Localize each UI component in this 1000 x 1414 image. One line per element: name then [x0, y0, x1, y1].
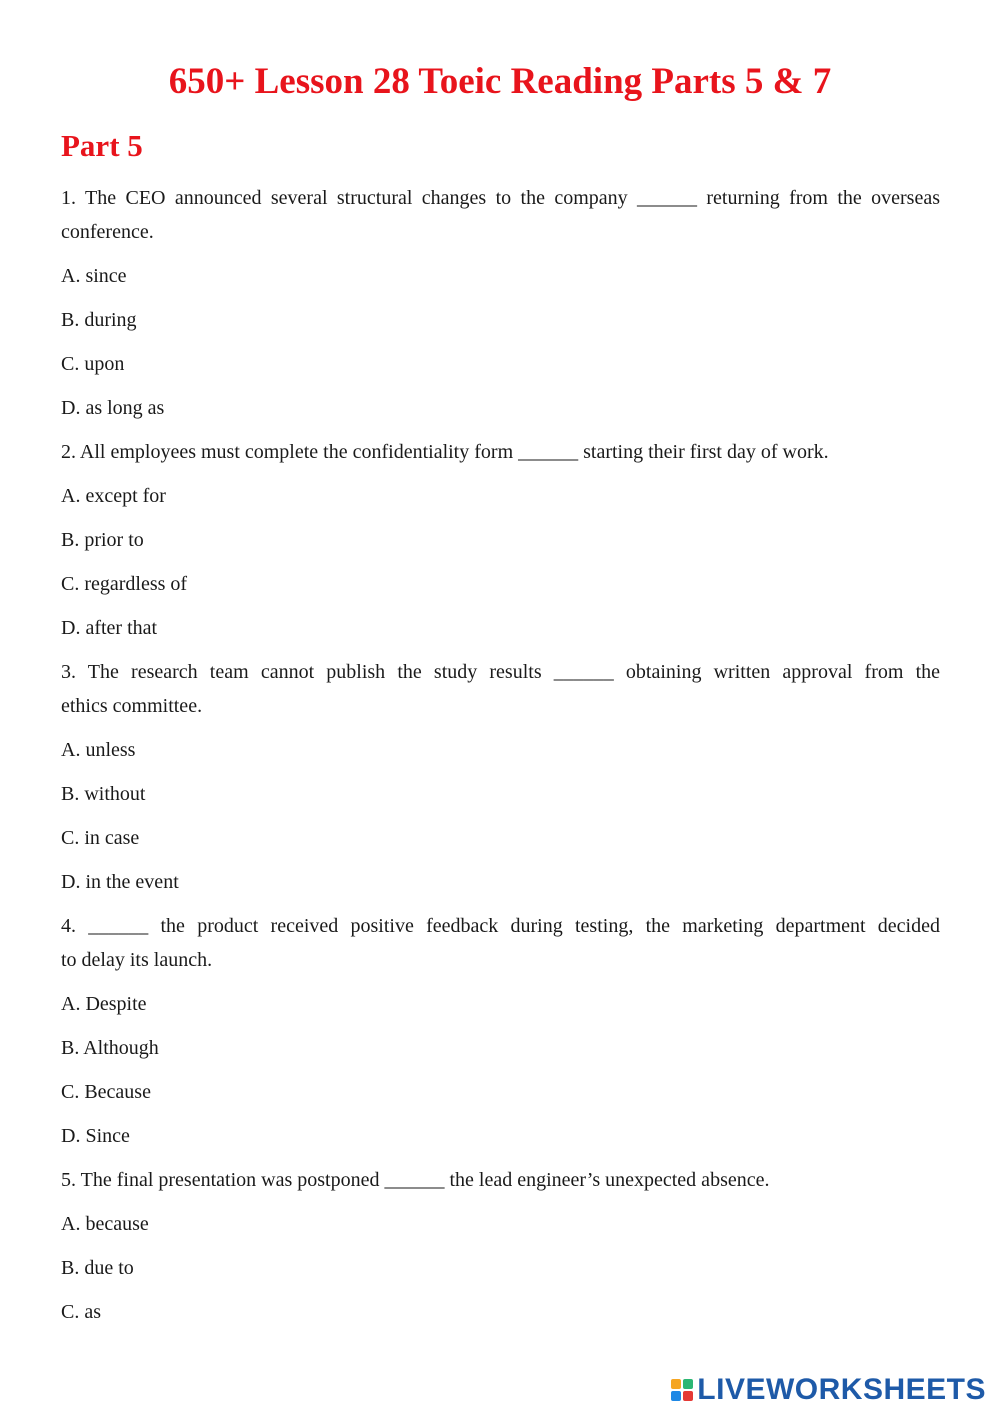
- question-5-option-a: A. because: [61, 1213, 149, 1235]
- section-heading: Part 5: [61, 128, 143, 163]
- question-4-option-d: D. Since: [61, 1125, 130, 1147]
- question-5-option-b: B. due to: [61, 1257, 134, 1279]
- question-3-option-d: D. in the event: [61, 871, 179, 893]
- question-1-option-b: B. during: [61, 309, 137, 331]
- question-4-option-b: B. Although: [61, 1037, 159, 1059]
- question-2-option-d: D. after that: [61, 617, 158, 639]
- question-2-stem: 2. All employees must complete the confidentiality form ______ starting their first day of work.: [61, 441, 829, 463]
- question-3-option-b: B. without: [61, 783, 146, 805]
- logo-square: [683, 1379, 693, 1389]
- logo-square: [683, 1391, 693, 1401]
- question-2-option-b: B. prior to: [61, 529, 144, 551]
- question-1-option-a: A. since: [61, 265, 127, 287]
- liveworksheets-logo: [671, 1371, 986, 1409]
- logo-square: [671, 1391, 681, 1401]
- question-1-stem-cont: conference.: [61, 221, 154, 243]
- logo-text: LIVEWORKSHEETS: [697, 1373, 986, 1406]
- question-3-option-a: A. unless: [61, 739, 136, 761]
- question-3-option-c: C. in case: [61, 827, 140, 849]
- question-1-option-d: D. as long as: [61, 397, 165, 419]
- question-4-option-a: A. Despite: [61, 993, 147, 1015]
- question-2-option-c: C. regardless of: [61, 573, 188, 595]
- question-4-option-c: C. Because: [61, 1081, 151, 1103]
- question-5-stem: 5. The final presentation was postponed ______ the lead engineer’s unexpected absence.: [61, 1169, 770, 1191]
- question-5-option-c: C. as: [61, 1301, 101, 1323]
- question-1-option-c: C. upon: [61, 353, 125, 375]
- logo-grid-icon: [671, 1379, 693, 1401]
- question-2-option-a: A. except for: [61, 485, 166, 507]
- logo-square: [671, 1379, 681, 1389]
- question-3-stem: 3. The research team cannot publish the study results ______ obtaining written approval from the: [61, 661, 940, 683]
- question-4-stem-cont: to delay its launch.: [61, 949, 213, 971]
- question-1-stem: 1. The CEO announced several structural changes to the company ______ returning from the overseas: [61, 187, 940, 209]
- question-4-stem: 4. ______ the product received positive feedback during testing, the marketing department decided: [61, 915, 940, 937]
- question-3-stem-cont: ethics committee.: [61, 695, 203, 717]
- page-title: 650+ Lesson 28 Toeic Reading Parts 5 & 7: [168, 61, 832, 102]
